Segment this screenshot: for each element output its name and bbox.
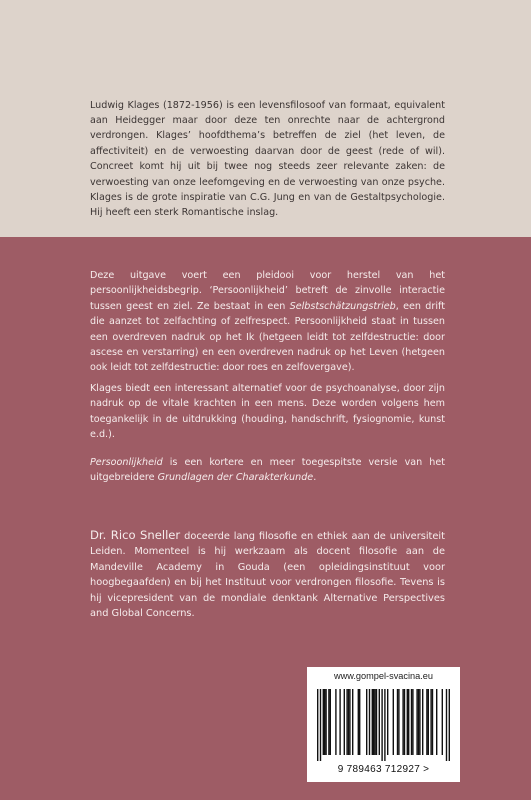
- barcode-bar: [359, 689, 360, 755]
- barcode-bar: [348, 689, 349, 755]
- barcode-bar: [402, 689, 403, 755]
- barcode-bar: [411, 689, 412, 755]
- barcode-bar: [358, 689, 359, 755]
- barcode-bar: [442, 689, 443, 755]
- barcode-bar: [397, 689, 398, 755]
- author-name: Dr. Rico Sneller: [90, 528, 181, 542]
- barcode-bar: [432, 689, 433, 755]
- related-book-title: Grundlagen der Charakterkunde: [157, 472, 314, 484]
- barcode-bar: [416, 689, 417, 755]
- barcode-bar: [426, 689, 427, 755]
- barcode-bar: [446, 689, 447, 761]
- barcode-bar: [419, 689, 420, 755]
- blurb-paragraph: Ludwig Klages (1872-1956) is een levensfilosoof van formaat, equivalent aan Heidegger maar door deze ten onrechte naar de achtergrond verdrongen. Klages’ hoofdthema’s betreffen de ziel (het leven, de affectiviteit) en de verwoesting daarvan door de geest (rede of wil). Concreet komt hij uit bij twee nog steeds zeer relevante zaken: de verwoesting van onze leefomgeving en de verwoesting van onze psyche. Klages is de grote inspiratie van C.G. Jung en van de Gestaltpsychologie. Hij heeft een sterk Romantische inslag.: [90, 99, 445, 219]
- barcode-bar: [339, 689, 340, 755]
- description-text-c: is een kortere en meer toegespitste versie van het uitgebreidere: [90, 457, 445, 484]
- barcode-bar: [352, 689, 353, 755]
- barcode-bar: [428, 689, 429, 755]
- barcode-bar: [324, 689, 325, 755]
- barcode-bar: [373, 689, 374, 755]
- barcode-bar: [372, 689, 373, 755]
- blurb-panel: [0, 0, 531, 237]
- isbn-number: 9 789463 712927 >: [337, 764, 430, 775]
- barcode-bar: [374, 689, 375, 755]
- barcode-bar: [387, 689, 388, 755]
- barcode-bar: [398, 689, 399, 755]
- barcode-bar: [422, 689, 423, 755]
- barcode-bar: [325, 689, 326, 755]
- barcode-bar: [381, 689, 382, 761]
- barcode-bar: [323, 689, 324, 755]
- barcode-bar: [449, 689, 450, 761]
- author-bio-text: doceerde lang filosofie en ethiek aan de universiteit Leiden. Momenteel is hij werkzaam als docent filosofie aan de Mandeville Academy in Gouda (een opleidingsinstituut voor hoogbegaafden) en bij het Instituut voor verdrongen filosofie. Tevens is hij vicepresident van de mondiale denktank Alternative Perspectives and Global Concerns.: [90, 531, 445, 620]
- barcode-bar: [344, 689, 345, 755]
- barcode-bar: [384, 689, 385, 761]
- isbn-barcode: [317, 689, 450, 763]
- description-text-a: Deze uitgave voert een pleidooi voor herstel van het persoonlijkheidsbegrip. ‘Persoonlijkheid’ betreft de zinvolle interactie tussen geest en ziel. Ze bestaat in een: [90, 270, 445, 312]
- barcode-bar: [335, 689, 336, 755]
- barcode-bar: [320, 689, 321, 761]
- description-text-d: .: [313, 472, 317, 484]
- description-paragraph-2: Klages biedt een interessant alternatief voor de psychoanalyse, door zijn nadruk op de vitale krachten in een mens. Deze worden volgens hem toegankelijk in de uitdrukking (houding, handschrift, fysiognomie, kunst e.d.).: [90, 383, 445, 441]
- description-italic-term: Selbstschätzungstrieb: [289, 300, 396, 312]
- barcode-label: [307, 667, 460, 782]
- description-paragraph-3: [90, 455, 445, 486]
- barcode-bar: [366, 689, 367, 755]
- barcode-bar: [379, 689, 380, 755]
- barcode-bar: [328, 689, 329, 755]
- author-bio: [90, 528, 445, 621]
- barcode-bar: [407, 689, 408, 755]
- barcode-bar: [412, 689, 413, 755]
- barcode-bar: [330, 689, 331, 755]
- barcode-bar: [349, 689, 350, 755]
- description-text-b: , een drift die aanzet tot zelfachting of zelfrespect. Persoonlijkheid staat in tussen een overdreven nadruk op het Ik (hetgeen leidt tot zelfdestructie: door ascese en verstarring) en een overdreven nadruk op het Leven (hetgeen ook leidt tot zelfdestructie: door roes en zelfovergave).: [90, 300, 445, 374]
- barcode-bar: [430, 689, 431, 755]
- barcode-bar: [376, 689, 377, 755]
- description-paragraph-1: [90, 268, 445, 376]
- barcode-bar: [404, 689, 405, 755]
- barcode-bar: [393, 689, 394, 755]
- barcode-bar: [436, 689, 437, 755]
- barcode-bar: [346, 689, 347, 755]
- barcode-bar: [317, 689, 318, 761]
- publisher-url: www.gompel-svacina.eu: [333, 671, 434, 681]
- barcode-bar: [369, 689, 370, 755]
- barcode-bar: [408, 689, 409, 755]
- book-title: Persoonlijkheid: [90, 457, 163, 468]
- barcode-bar: [418, 689, 419, 755]
